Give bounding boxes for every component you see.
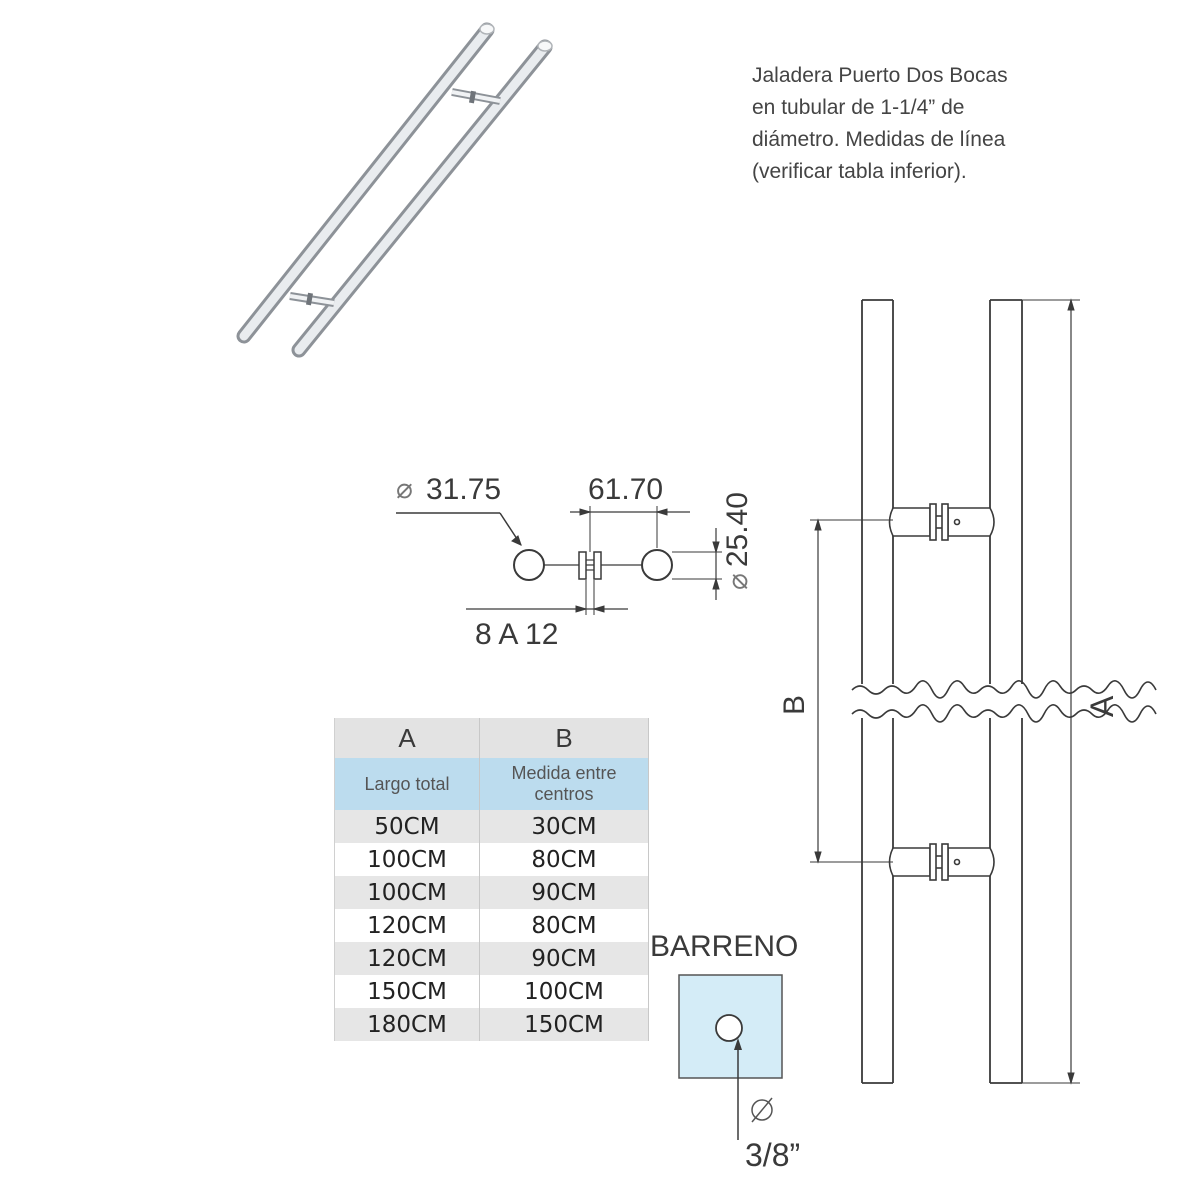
column-description-a: Largo total (335, 758, 480, 810)
glass-plate (679, 975, 782, 1078)
table-description-row (335, 758, 649, 810)
table-row (335, 975, 649, 1008)
description-line: Jaladera Puerto Dos Bocas (752, 64, 1008, 87)
table-row (335, 909, 649, 942)
table-cell-largo: 50CM (335, 810, 480, 843)
table-cell-centros: 150CM (480, 1008, 649, 1041)
standoff-diameter-value: 25.40 (721, 492, 754, 568)
elevation-standoff-upper (890, 504, 995, 540)
drill-hole (716, 1015, 742, 1041)
table-cell-largo: 120CM (335, 942, 480, 975)
illustration-bar-right (299, 41, 552, 350)
standoff-plate-right (594, 552, 601, 579)
standoff-plate-left (579, 552, 586, 579)
table-cell-centros: 90CM (480, 942, 649, 975)
table-cell-largo: 180CM (335, 1008, 480, 1041)
description-line: en tubular de 1-1/4” de (752, 96, 965, 119)
standoff-diameter-label (723, 492, 753, 590)
diameter-symbol-icon (752, 1100, 772, 1120)
table-cell-largo: 150CM (335, 975, 480, 1008)
elevation-tube-left (862, 300, 893, 1083)
product-description (752, 60, 1112, 188)
arrowhead (512, 536, 521, 545)
table-cell-largo: 120CM (335, 909, 480, 942)
arrowhead (734, 1038, 742, 1050)
column-letter-a: A (335, 718, 480, 758)
description-line: diámetro. Medidas de línea (752, 128, 1006, 151)
column-description-b (480, 758, 649, 810)
dimension-label-a: A (1084, 695, 1120, 717)
tube-diameter-label (396, 473, 502, 506)
table-row (335, 1008, 649, 1041)
table-row (335, 876, 649, 909)
table-cell-centros: 80CM (480, 843, 649, 876)
dimension-label-b: B (778, 694, 811, 715)
table-letter-row (335, 718, 649, 758)
table-cell-centros: 100CM (480, 975, 649, 1008)
diameter-symbol: ⌀ (722, 573, 753, 590)
column-description-b-text: Medida entre centros (511, 763, 617, 804)
illustration-standoff-upper (452, 91, 500, 104)
leader-line (500, 513, 521, 545)
diameter-symbol: ⌀ (396, 473, 413, 504)
table-cell-centros: 80CM (480, 909, 649, 942)
elevation-tube-right (990, 300, 1022, 1083)
barreno-title: BARRENO (650, 930, 799, 963)
hole-size-label: 3/8” (745, 1137, 801, 1173)
center-separation-label: 61.70 (588, 473, 664, 506)
tube-section-left (514, 550, 544, 580)
description-line: (verificar tabla inferior). (752, 160, 967, 183)
table-row (335, 810, 649, 843)
table-row (335, 843, 649, 876)
illustration-bar-left (244, 24, 494, 336)
elevation-standoff-lower (890, 844, 995, 880)
glass-gap-label: 8 A 12 (475, 618, 559, 651)
tube-diameter-value: 31.75 (426, 473, 502, 506)
column-letter-b: B (480, 718, 649, 758)
table-row (335, 942, 649, 975)
dimensions-table (334, 718, 649, 1041)
table-cell-centros: 30CM (480, 810, 649, 843)
table-cell-largo: 100CM (335, 843, 480, 876)
tube-section-right (642, 550, 672, 580)
table-cell-centros: 90CM (480, 876, 649, 909)
table-cell-largo: 100CM (335, 876, 480, 909)
illustration-standoff-lower (290, 293, 334, 306)
